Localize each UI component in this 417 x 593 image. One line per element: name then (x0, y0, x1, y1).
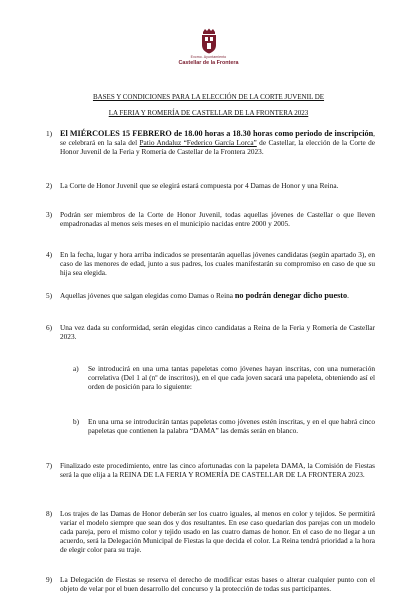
letterhead (0, 28, 417, 66)
clause-number: 5) (46, 291, 53, 300)
clause-number: 3) (46, 210, 53, 219)
municipality-name: Castellar de la Frontera (178, 60, 239, 66)
clause-6 (46, 323, 375, 342)
clause-text: Los trajes de las Damas de Honor deberán ser los cuatro iguales, al menos en color y tejidos. Se permitirá variar el modelo siempre que sean dos y dos resultantes. En ese caso quedarían dos parejas con un modelo cada pareja, pero el mismo color y tejido usado en las cuatro damas de honor. En el caso de no llegar a un acuerdo, será la Delegación Municipal de Fiestas la que decida el color. La Reina tendrá prioridad a la hora de elegir color para su traje. (60, 509, 375, 555)
clause-text: Una vez dada su conformidad, serán elegidas cinco candidatas a Reina de la Feria y Romería de Castellar 2023. (60, 323, 375, 342)
clause-number: 2) (46, 181, 53, 190)
document-title (0, 89, 417, 121)
clause-text: Podrán ser miembros de la Corte de Honor Juvenil, todas aquellas jóvenes de Castellar o que lleven empadronadas al menos seis meses en el municipio nacidas entre 2000 y 2005. (60, 210, 375, 229)
clause-1-text-end: de Castellar, la elección de la Corte de Honor Juvenil de la Feria y Romería de Castellar de la Frontera 2023. (60, 138, 375, 157)
clause-number: 8) (46, 509, 53, 518)
clause-9 (46, 575, 375, 593)
coat-of-arms-icon (199, 28, 219, 54)
clause-number: 6) (46, 323, 53, 332)
clause-6a (73, 364, 375, 392)
title-line-1: BASES Y CONDICIONES PARA LA ELECCIÓN DE LA CORTE JUVENIL DE (92, 93, 325, 101)
clause-8 (46, 509, 375, 555)
clause-5-emphasis: no podrán denegar dicho puesto (234, 291, 348, 300)
clause-4 (46, 250, 375, 278)
clause-number: 1) (46, 129, 53, 138)
clause-text: En una urna se introducirán tantas papeletas como jóvenes estén inscritas, y en el que habrá cinco papeletas que contienen la palabra “DAMA” las demás serán en blanco. (88, 417, 375, 436)
clause-3 (46, 210, 375, 229)
clause-6b (73, 417, 375, 436)
clause-number: 4) (46, 250, 53, 259)
clause-text: Aquellas jóvenes que salgan elegidas como Damas o Reina (60, 291, 235, 300)
clause-1-venue: Patio Andaluz “Federico García Lorca” (139, 138, 257, 148)
clause-5 (46, 291, 375, 300)
clause-text: La Corte de Honor Juvenil que se elegirá estará compuesta por 4 Damas de Honor y una Reina. (60, 181, 339, 190)
clause-text: Se introducirá en una urna tantas papeletas como jóvenes hayan inscritas, con una numeración correlativa (Del 1 al (nº de inscritos)), en el que cada joven sacará una papeleta, obteniendo así el orden de posición para lo siguiente: (88, 364, 375, 392)
title-line-2: LA FERIA Y ROMERÍA DE CASTELLAR DE LA FRONTERA 2023 (108, 109, 309, 117)
municipality-caption: Excmo. Ayuntamiento (190, 55, 227, 59)
clause-text: Finalizado este procedimiento, entre las cinco afortunadas con la papeleta DAMA, la Comisión de Fiestas será la que elija a la REINA DE LA FERIA Y ROMERÍA DE CASTELLAR DE LA FRONTERA 2023. (60, 461, 375, 480)
clause-text: En la fecha, lugar y hora arriba indicados se presentarán aquellas jóvenes candidatas (según apartado 3), en caso de las menores de edad, junto a sus padres, los cuales manifestarán su compromiso en caso de que su hija sea elegida. (60, 250, 375, 278)
clause-1-text: , se celebrará en la sala del (60, 129, 375, 148)
clause-text: La Delegación de Fiestas se reserva el derecho de modificar estas bases o alterar cualquier punto con el objeto de velar por el buen desarrollo del concurso y la protección de todas sus participantes. (60, 575, 375, 593)
clause-number: 7) (46, 461, 53, 470)
clause-letter: b) (73, 417, 80, 426)
clause-letter: a) (73, 364, 79, 373)
clause-number: 9) (46, 575, 53, 584)
clause-2 (46, 181, 375, 190)
clause-1-date: El MIÉRCOLES 15 FEBRERO de 18.00 horas a 18.30 horas como periodo de inscripción (60, 129, 374, 138)
clause-7 (46, 461, 375, 480)
clause-text-end: . (347, 291, 349, 300)
clause-1 (46, 129, 375, 157)
